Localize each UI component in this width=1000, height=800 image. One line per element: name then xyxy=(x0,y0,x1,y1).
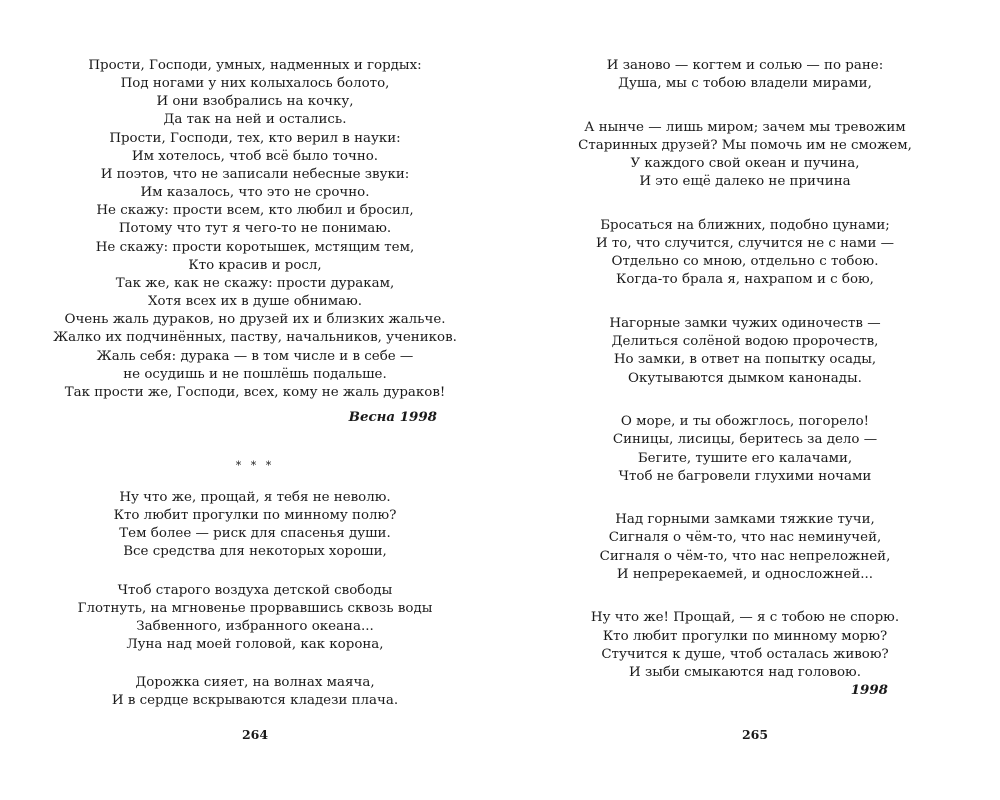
verse-line: Стучится к душе, чтоб осталась живою? xyxy=(601,646,889,662)
verse-line: Жалко их подчинённых, паству, начальников, учеников. xyxy=(53,330,457,346)
verse-line: Им хотелось, чтоб всё было точно. xyxy=(131,148,379,164)
verse-line: И то, что случится, случится не с нами — xyxy=(595,236,895,252)
verse-line: Бросаться на ближних, подобно цунами; xyxy=(600,217,890,233)
verse-line: Не скажу: прости коротышек, мстящим тем, xyxy=(95,239,415,255)
stanza xyxy=(45,489,465,562)
verse-line: Синицы, лисицы, беритесь за дело — xyxy=(612,432,878,448)
verse-line: Все средства для некоторых хороши, xyxy=(123,544,387,560)
verse-line: Кто красив и росл, xyxy=(188,257,322,273)
verse-line: О море, и ты обожглось, погорело! xyxy=(620,414,870,430)
stanza xyxy=(535,511,955,584)
verse-line: Под ногами у них колыхалось болото, xyxy=(120,76,390,92)
verse-line: Ну что же, прощай, я тебя не неволю. xyxy=(119,490,391,505)
verse-line: Да так на ней и остались. xyxy=(163,112,347,128)
poem-continuation xyxy=(535,57,955,682)
verse-line: Очень жаль дураков, но друзей их и близких жальче. xyxy=(64,312,446,328)
verse-line: Глотнуть, на мгновенье прорвавшись сквозь воды xyxy=(77,600,433,616)
verse-line: Ну что же! Прощай, — я с тобою не спорю. xyxy=(590,610,900,626)
verse-line: Потому что тут я чего-то не понимаю. xyxy=(118,221,392,237)
stanza xyxy=(45,582,465,655)
verse-line: Им казалось, что это не срочно. xyxy=(140,185,370,201)
verse-line: А нынче — лишь миром; зачем мы тревожим xyxy=(584,119,906,135)
page-number-right: 265 xyxy=(741,727,769,742)
verse-line: Прости, Господи, умных, надменных и гордых: xyxy=(88,58,422,73)
stanza xyxy=(45,57,465,402)
verse-line: Жаль себя: дурака — в том числе и в себе — xyxy=(96,348,414,364)
verse-line: И заново — когтем и солью — по ране: xyxy=(606,58,884,73)
verse-line: Отдельно со мною, отдельно с тобою. xyxy=(611,254,879,270)
verse-line: И они взобрались на кочку, xyxy=(156,94,354,110)
stanza xyxy=(535,57,955,93)
verse-line: Но замки, в ответ на попытку осады, xyxy=(613,352,877,368)
stanza xyxy=(535,609,955,682)
stanza xyxy=(535,119,955,192)
verse-line: Не скажу: прости всем, кто любил и бросил, xyxy=(96,203,414,219)
verse-line: И это ещё далеко не причина xyxy=(639,174,851,190)
verse-line: Окутываются дымком канонады. xyxy=(628,370,862,386)
verse-line: Дорожка сияет, на волнах маяча, xyxy=(135,675,375,691)
verse-line: Сигналя о чём-то, что нас непреложней, xyxy=(599,548,891,564)
verse-line: Забвенного, избранного океана... xyxy=(136,618,374,634)
verse-line: И в сердце вскрываются кладези плача. xyxy=(111,693,399,709)
verse-line: И поэтов, что не записали небесные звуки: xyxy=(100,166,410,182)
verse-line: Прости, Господи, тех, кто верил в науки: xyxy=(109,130,401,146)
poem-date: Весна 1998 xyxy=(348,409,437,425)
section-separator: * * * xyxy=(235,459,275,472)
verse-line: Кто любит прогулки по минному полю? xyxy=(113,508,397,524)
verse-line: Душа, мы с тобою владели мирами, xyxy=(618,76,872,92)
verse-line: Сигналя о чём-то, что нас неминучей, xyxy=(608,530,882,546)
verse-line: не осудишь и не пошлёшь подальше. xyxy=(123,366,387,382)
verse-line: Когда-то брала я, нахрапом и с бою, xyxy=(616,272,874,288)
page-number-left: 264 xyxy=(241,727,269,742)
verse-line: Над горными замками тяжкие тучи, xyxy=(615,512,875,528)
poem-farewell xyxy=(45,489,465,711)
verse-line: Луна над моей головой, как корона, xyxy=(126,637,384,653)
stanza xyxy=(535,217,955,290)
verse-line: Кто любит прогулки по минному морю? xyxy=(602,628,888,644)
verse-line: Чтоб старого воздуха детской свободы xyxy=(117,582,393,598)
verse-line: Старинных друзей? Мы помочь им не сможем, xyxy=(578,137,912,153)
verse-line: У каждого свой океан и пучина, xyxy=(630,156,860,172)
verse-line: Так прости же, Господи, всех, кому не жаль дураков! xyxy=(64,384,446,400)
verse-line: И непререкаемей, и односложней... xyxy=(616,566,874,582)
verse-line: Тем более — риск для спасенья души. xyxy=(119,526,391,542)
poem-forgive-lord xyxy=(45,57,465,402)
verse-line: И зыби смыкаются над головою. xyxy=(629,664,861,680)
verse-line: Так же, как не скажу: прости дуракам, xyxy=(115,275,395,291)
stanza xyxy=(45,674,465,710)
verse-line: Бегите, тушите его калачами, xyxy=(637,450,853,466)
verse-line: Делиться солёной водою пророчеств, xyxy=(611,334,879,350)
stanza xyxy=(535,413,955,486)
stanza xyxy=(535,315,955,388)
verse-line: Чтоб не багровели глухими ночами xyxy=(618,468,872,484)
poem-date-right: 1998 xyxy=(850,682,888,698)
verse-line: Хотя всех их в душе обнимаю. xyxy=(147,294,363,310)
verse-line: Нагорные замки чужих одиночеств — xyxy=(609,316,881,332)
